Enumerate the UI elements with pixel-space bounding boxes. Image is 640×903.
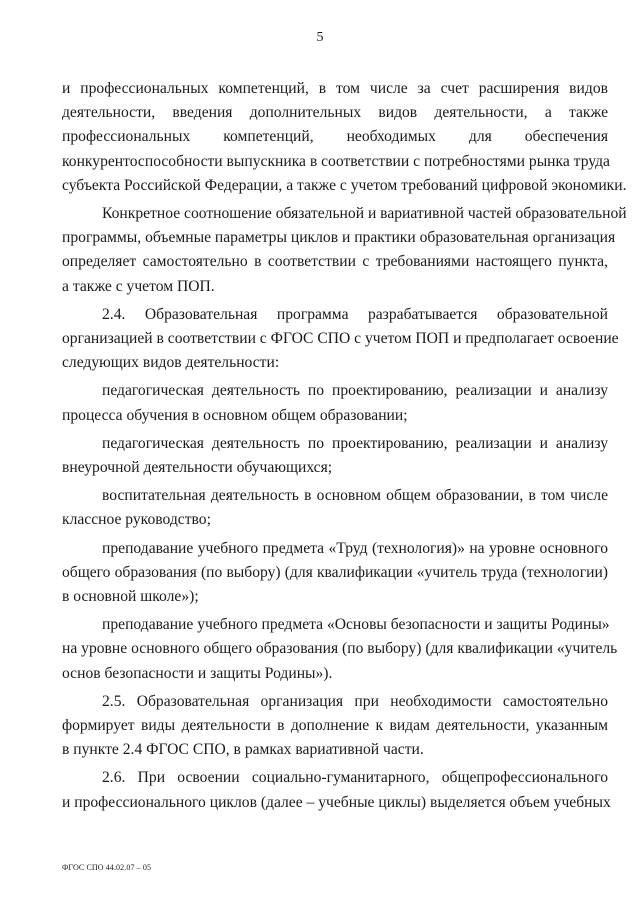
text-line: в пункте 2.4 ФГОС СПО, в рамках вариативной части. <box>62 741 424 759</box>
page-number: 5 <box>316 30 324 45</box>
text-line: преподавание учебного предмета «Труд (технология)» на уровне основного <box>102 539 608 557</box>
text-line: определяет самостоятельно в соответствии с требованиями настоящего пункта, <box>62 253 608 271</box>
paragraph-2-4 <box>62 303 619 376</box>
list-item-teaching-process <box>62 379 608 427</box>
paragraph-2-6 <box>62 766 611 814</box>
list-item-labor-technology <box>62 537 608 610</box>
paragraph-ratio <box>62 202 627 299</box>
text-line: основ безопасности и защиты Родины»). <box>62 664 333 682</box>
text-line: и профессиональных компетенций, в том числе за счет расширения видов <box>62 80 608 97</box>
text-line: и профессионального циклов (далее – учебные циклы) выделяется объем учебных <box>62 793 611 811</box>
text-line: в основной школе»); <box>62 588 199 606</box>
text-line: воспитательная деятельность в основном общем образовании, в том числе <box>102 487 608 505</box>
paragraph-competencies <box>62 77 627 198</box>
text-line: программы, объемные параметры циклов и практики образовательная организация <box>62 229 616 247</box>
text-line: конкурентоспособности выпускника в соответствии с потребностями рынка труда <box>62 152 610 170</box>
text-line: внеурочной деятельности обучающихся; <box>62 459 333 477</box>
text-line: а также с учетом ПОП. <box>62 277 215 295</box>
text-line: профессиональных компетенций, необходимых для обеспечения <box>62 128 608 146</box>
text-line: 2.4. Образовательная программа разрабатывается образовательной <box>102 305 608 323</box>
text-line: формирует виды деятельности в дополнение к видам деятельности, указанным <box>62 717 608 735</box>
list-item-extracurricular <box>62 432 608 480</box>
text-line: педагогическая деятельность по проектированию, реализации и анализу <box>102 382 608 400</box>
document-footer: ФГОС СПО 44.02.07 – 05 <box>62 863 152 872</box>
list-item-safety-defense <box>62 613 618 686</box>
text-line: 2.5. Образовательная организация при необходимости самостоятельно <box>102 692 608 710</box>
text-line: субъекта Российской Федерации, а также с учетом требований цифровой экономики. <box>62 176 627 194</box>
list-item-upbringing <box>62 484 608 532</box>
text-line: на уровне основного общего образования (по выбору) (для квалификации «учитель <box>62 640 618 658</box>
text-line: процесса обучения в основном общем образовании; <box>62 406 408 424</box>
text-line: следующих видов деятельности: <box>62 354 280 372</box>
text-line: Конкретное соотношение обязательной и вариативной частей образовательной <box>102 205 627 223</box>
text-line: общего образования (по выбору) (для квалификации «учитель труда (технологии) <box>62 563 608 581</box>
text-line: педагогическая деятельность по проектированию, реализации и анализу <box>102 434 608 452</box>
text-line: классное руководство; <box>62 511 211 529</box>
text-line: организацией в соответствии с ФГОС СПО с учетом ПОП и предполагает освоение <box>62 330 619 348</box>
paragraph-2-5 <box>62 690 608 763</box>
text-line: преподавание учебного предмета «Основы безопасности и защиты Родины» <box>102 616 610 634</box>
text-line: деятельности, введения дополнительных видов деятельности, а также <box>62 104 608 122</box>
document-body <box>62 77 627 815</box>
text-line: 2.6. При освоении социально-гуманитарного, общепрофессионального <box>102 769 608 787</box>
